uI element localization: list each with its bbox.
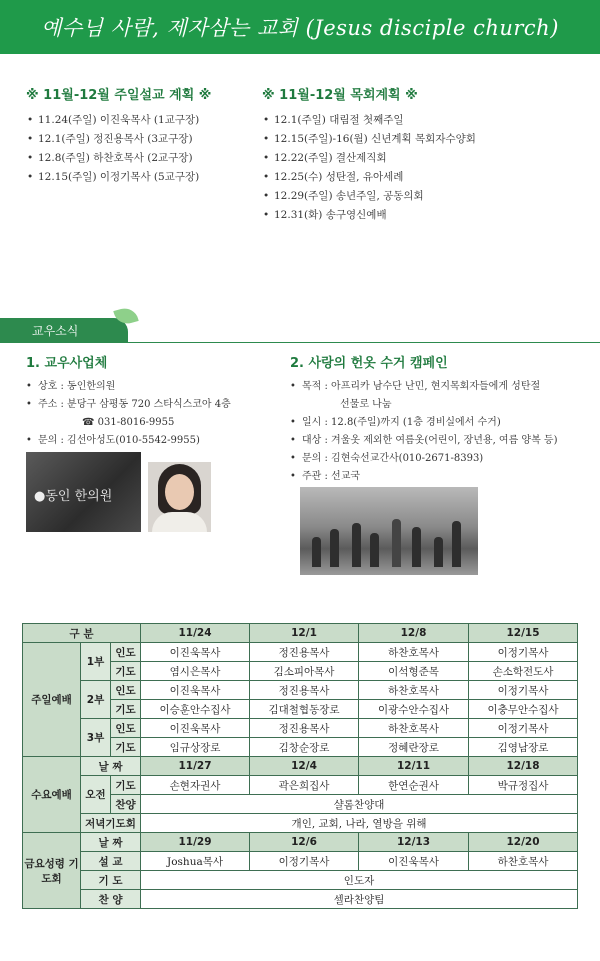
campaign-title: 2. 사랑의 헌옷 수거 캠페인	[290, 356, 448, 371]
campaign-purpose: • 목적 : 아프리카 남수단 난민, 현지목회자들에게 성탄절	[290, 378, 590, 396]
sunday-label: 주일예배	[23, 643, 81, 757]
table-cell: 하찬호목사	[469, 852, 578, 871]
date-cell: 11/27	[141, 757, 250, 776]
table-cell: 염시은목사	[141, 662, 250, 681]
pastoral-plan-title: ※ 11월-12월 목회계획 ※	[262, 88, 418, 103]
business-phone: ☎ 031-8016-9955	[82, 417, 175, 428]
date-cell: 12/6	[250, 833, 359, 852]
clinic-logo-text: ●동인 한의원	[34, 489, 113, 504]
part-label: 2부	[81, 681, 111, 719]
role-label: 기도	[111, 738, 141, 757]
date-label: 날 짜	[81, 757, 141, 776]
table-cell: 김대철협동장로	[250, 700, 359, 719]
table-cell: 이충무안수집사	[469, 700, 578, 719]
table-cell: 이진욱목사	[359, 852, 469, 871]
table-cell: 하찬호목사	[359, 681, 469, 700]
list-item: • 12.8(주일) 하찬호목사 (2교구장)	[26, 149, 271, 168]
date-cell: 11/29	[141, 833, 250, 852]
table-cell: 박규정집사	[469, 776, 578, 795]
morning-label: 오전	[81, 776, 111, 814]
sermon-plan	[26, 84, 271, 187]
campaign-section	[290, 352, 590, 486]
table-cell: 김소피아목사	[250, 662, 359, 681]
table-cell: 김창순장로	[250, 738, 359, 757]
table-cell: 이정기목사	[469, 643, 578, 662]
part-label: 1부	[81, 643, 111, 681]
date-cell: 12/13	[359, 833, 469, 852]
clinic-logo-photo	[26, 452, 141, 532]
news-tab-label: 교우소식	[32, 324, 79, 338]
list-item: • 11.24(주일) 이진욱목사 (1교구장)	[26, 111, 271, 130]
date-cell: 12/11	[359, 757, 469, 776]
member-portrait	[148, 462, 211, 532]
table-cell: 손현자권사	[141, 776, 250, 795]
table-cell: 개인, 교회, 나라, 열방을 위해	[141, 814, 578, 833]
business-section	[26, 352, 276, 450]
list-item: • 12.31(화) 송구영신예배	[262, 206, 562, 225]
table-cell: 이진욱목사	[141, 719, 250, 738]
table-header-cell: 12/8	[359, 624, 469, 643]
list-item: • 12.22(주일) 결산제직회	[262, 149, 562, 168]
table-cell: 이정기목사	[469, 719, 578, 738]
table-cell: 이정기목사	[469, 681, 578, 700]
role-label: 인도	[111, 681, 141, 700]
table-cell: 손소학전도사	[469, 662, 578, 681]
wednesday-label: 수요예배	[23, 757, 81, 833]
list-item: • 12.29(주일) 송년주일, 공동의회	[262, 187, 562, 206]
role-label: 기 도	[81, 871, 141, 890]
role-label: 찬 양	[81, 890, 141, 909]
table-cell: 정혜란장로	[359, 738, 469, 757]
table-header-cell: 12/1	[250, 624, 359, 643]
business-name: • 상호 : 동인한의원	[26, 378, 276, 396]
table-cell: Joshua목사	[141, 852, 250, 871]
date-label: 날 짜	[81, 833, 141, 852]
table-cell: 임규상장로	[141, 738, 250, 757]
business-address: • 주소 : 분당구 삼평동 720 스타식스코아 4층	[26, 396, 276, 414]
table-cell: 인도자	[141, 871, 578, 890]
table-header-cell: 구 분	[23, 624, 141, 643]
table-header-cell: 11/24	[141, 624, 250, 643]
role-label: 설 교	[81, 852, 141, 871]
table-cell: 한연순권사	[359, 776, 469, 795]
evening-prayer-label: 저녁기도회	[81, 814, 141, 833]
date-cell: 12/18	[469, 757, 578, 776]
role-label: 기도	[111, 662, 141, 681]
table-cell: 이석형준목	[359, 662, 469, 681]
table-cell: 김영남장로	[469, 738, 578, 757]
table-cell: 이정기목사	[250, 852, 359, 871]
table-cell: 하찬호목사	[359, 643, 469, 662]
list-item: • 12.25(수) 성탄절, 유아세례	[262, 168, 562, 187]
table-cell: 셀라찬양팀	[141, 890, 578, 909]
campaign-photo	[300, 487, 478, 575]
sermon-plan-title: ※ 11월-12월 주일설교 계획 ※	[26, 88, 212, 103]
table-cell: 정진용목사	[250, 681, 359, 700]
campaign-contact: • 문의 : 김현숙선교간사(010-2671-8393)	[290, 450, 590, 468]
table-cell: 이광수안수집사	[359, 700, 469, 719]
campaign-host: • 주관 : 선교국	[290, 468, 590, 486]
worship-schedule-table	[22, 623, 578, 909]
role-label: 인도	[111, 719, 141, 738]
news-section-tab	[0, 318, 128, 342]
role-label: 기도	[111, 776, 141, 795]
business-title: 1. 교우사업체	[26, 356, 108, 371]
role-label: 인도	[111, 643, 141, 662]
list-item: • 12.1(주일) 정진용목사 (3교구장)	[26, 130, 271, 149]
campaign-date: • 일시 : 12.8(주일)까지 (1층 경비실에서 수거)	[290, 414, 590, 432]
table-cell: 정진용목사	[250, 719, 359, 738]
table-cell: 곽은희집사	[250, 776, 359, 795]
role-label: 기도	[111, 700, 141, 719]
table-cell: 이진욱목사	[141, 643, 250, 662]
table-cell: 정진용목사	[250, 643, 359, 662]
table-cell: 이진욱목사	[141, 681, 250, 700]
date-cell: 12/20	[469, 833, 578, 852]
campaign-purpose-cont: 선물로 나눔	[340, 399, 392, 410]
friday-label: 금요성령 기도회	[23, 833, 81, 909]
list-item: • 12.1(주일) 대림절 첫째주일	[262, 111, 562, 130]
table-cell: 하찬호목사	[359, 719, 469, 738]
date-cell: 12/4	[250, 757, 359, 776]
list-item: • 12.15(주일) 이정기목사 (5교구장)	[26, 168, 271, 187]
divider	[0, 342, 600, 343]
list-item: • 12.15(주일)-16(월) 신년계획 목회자수양회	[262, 130, 562, 149]
role-label: 찬양	[111, 795, 141, 814]
pastoral-plan	[262, 84, 562, 225]
business-contact: • 문의 : 김선아성도(010-5542-9955)	[26, 432, 276, 450]
campaign-target: • 대상 : 겨울옷 제외한 여름옷(어린이, 장년용, 여름 양복 등)	[290, 432, 590, 450]
header-banner	[0, 0, 600, 54]
part-label: 3부	[81, 719, 111, 757]
table-header-cell: 12/15	[469, 624, 578, 643]
church-title: 예수님 사람, 제자삼는 교회 (Jesus disciple church)	[41, 16, 559, 40]
table-cell: 샬롬찬양대	[141, 795, 578, 814]
table-cell: 이승훈안수집사	[141, 700, 250, 719]
